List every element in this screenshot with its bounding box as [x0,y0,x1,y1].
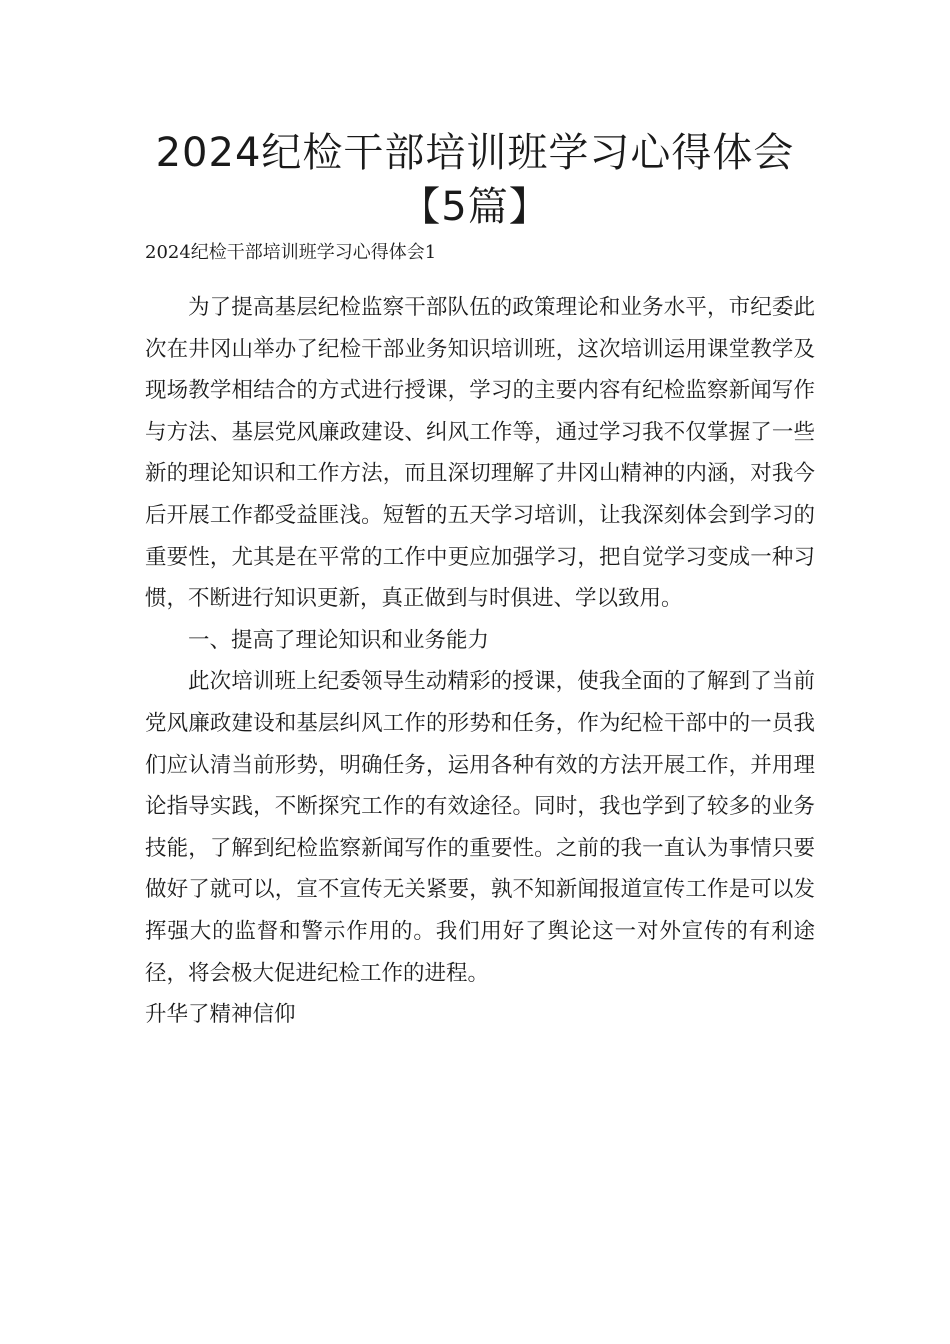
document-title: 2024纪检干部培训班学习心得体会【5篇】 [155,130,795,230]
section-subtitle: 2024纪检干部培训班学习心得体会1 [145,242,437,263]
section-heading: 一、提高了理论知识和业务能力 [188,627,490,653]
document-body [145,287,815,1036]
section-heading: 升华了精神信仰 [145,1002,296,1028]
body-paragraph: 此次培训班上纪委领导生动精彩的授课，使我全面的了解到了当前党风廉政建设和基层纠风工作的形势和任务，作为纪检干部中的一员我们应认清当前形势，明确任务，运用各种有效的方法开展工作，并用理论指导实践，不断探究工作的有效途径。同时，我也学到了较多的业务技能，了解到纪检监察新闻写作的重要性。之前的我一直认为事情只要做好了就可以，宣不宣传无关紧要，孰不知新闻报道宣传工作是可以发挥强大的监督和警示作用的。我们用好了舆论这一对外宣传的有利途径，将会极大促进纪检工作的进程。 [145,669,815,986]
body-paragraph: 为了提高基层纪检监察干部队伍的政策理论和业务水平，市纪委此次在井冈山举办了纪检干部业务知识培训班，这次培训运用课堂教学及现场教学相结合的方式进行授课，学习的主要内容有纪检监察新闻写作与方法、基层党风廉政建设、纠风工作等，通过学习我不仅掌握了一些新的理论知识和工作方法，而且深切理解了井冈山精神的内涵，对我今后开展工作都受益匪浅。短暂的五天学习培训，让我深刻体会到学习的重要性，尤其是在平常的工作中更应加强学习，把自觉学习变成一种习惯，不断进行知识更新，真正做到与时俱进、学以致用。 [145,295,815,612]
